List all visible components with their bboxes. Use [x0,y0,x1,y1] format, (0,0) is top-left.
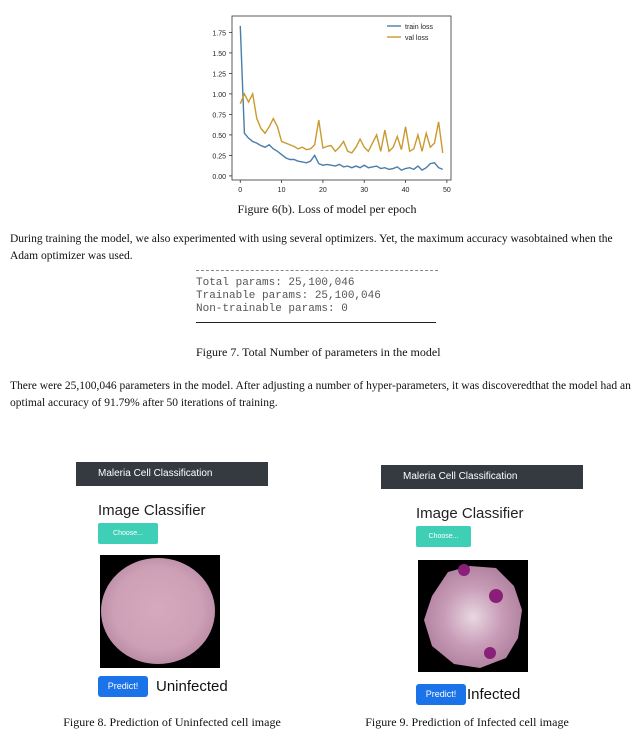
figure9-caption: Figure 9. Prediction of Infected cell image [365,715,569,729]
x-tick-label: 50 [442,187,451,194]
trainable-params: Trainable params: 25,100,046 [196,290,381,302]
loss-chart-svg [196,8,458,202]
y-tick-label: 1.00 [212,91,226,99]
x-tick-label: 0 [238,187,243,194]
predict-button[interactable]: Predict! [416,684,466,705]
x-tick-label: 30 [360,187,369,194]
figure8-app [76,462,268,706]
navbar-title: Maleria Cell Classification [98,468,213,479]
solid-rule [196,322,436,323]
non-trainable-params: Non-trainable params: 0 [196,303,348,315]
model-params-summary [196,268,438,332]
prediction-result: Uninfected [156,678,228,695]
app-title: Image Classifier [416,505,524,522]
legend-label: train loss [405,24,434,31]
paragraph-params: There were 25,100,046 parameters in the model. After adjusting a number of hyper-parameters, it was discoveredthat the model had an optimal accuracy of 91.79% after 50 iterations of training. [10,380,631,409]
y-tick-label: 0.25 [212,153,226,161]
navbar-title: Maleria Cell Classification [403,471,518,482]
dashed-rule [196,270,438,277]
figure7-caption: Figure 7. Total Number of parameters in the model [196,345,441,359]
y-tick-label: 0.75 [212,112,226,120]
predict-button[interactable]: Predict! [98,676,148,697]
legend-label: val loss [405,35,429,42]
figure9-app [381,465,583,709]
x-tick-label: 40 [401,187,410,194]
app-navbar [76,462,268,486]
app-navbar [381,465,583,489]
choose-button[interactable]: Choose... [416,526,471,547]
infected-cell-svg [418,560,528,672]
uninfected-cell-image [100,555,220,668]
x-tick-label: 10 [277,187,286,194]
figure8-caption: Figure 8. Prediction of Uninfected cell image [63,715,281,729]
infected-cell-image [418,560,528,672]
x-tick-label: 20 [319,187,327,194]
y-tick-label: 1.50 [212,50,226,58]
loss-chart [196,8,458,202]
app-title: Image Classifier [98,502,206,519]
figure6-caption: Figure 6(b). Loss of model per epoch [237,202,417,216]
y-tick-label: 0.00 [212,173,226,181]
paragraph-optimizers: During training the model, we also experimented with using several optimizers. Yet, the maximum accuracy wasobtained when the Adam optimizer was used. [10,233,613,262]
y-tick-label: 1.75 [212,30,226,38]
y-tick-label: 1.25 [212,71,226,79]
choose-button[interactable]: Choose... [98,523,158,544]
total-params: Total params: 25,100,046 [196,277,355,289]
y-tick-label: 0.50 [212,132,226,140]
uninfected-cell-svg [100,555,220,668]
prediction-result: Infected [467,686,521,703]
